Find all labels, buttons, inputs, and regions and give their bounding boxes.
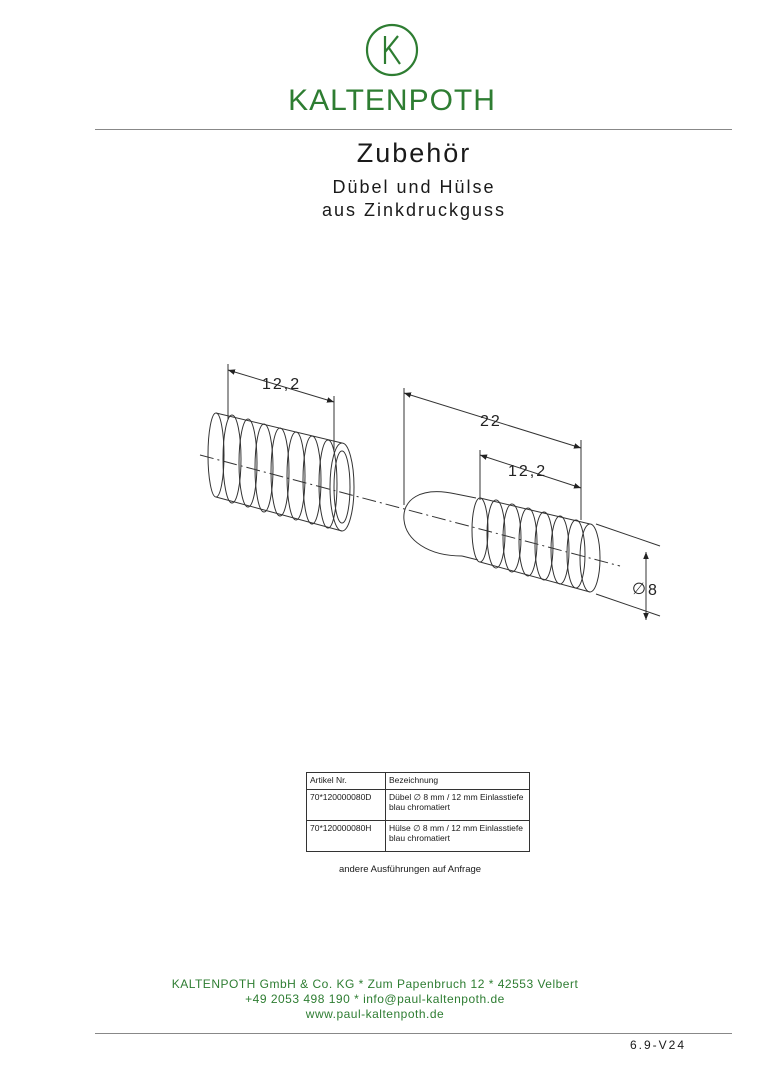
description-finish: blau chromatiert (389, 802, 450, 813)
diameter-icon: ∅ (632, 581, 648, 598)
description-line: Dübel ∅ 8 mm / 12 mm Einlasstiefe (389, 792, 524, 802)
footer-website: www.paul-kaltenpoth.de (305, 1007, 445, 1021)
table-header-row (307, 773, 530, 790)
column-header-article: Artikel Nr. (307, 773, 386, 790)
dim-dowel-total: 22 (480, 413, 502, 430)
description-finish: blau chromatiert (389, 833, 450, 844)
sleeve-drawing (208, 413, 354, 531)
footer-divider (95, 1033, 732, 1034)
footer-address: KALTENPOTH GmbH & Co. KG * Zum Papenbruch 12 * 42553 Velbert (171, 977, 579, 991)
article-table (306, 772, 530, 852)
table-row (307, 790, 530, 821)
brand-name: KALTENPOTH (288, 84, 496, 117)
dim-diameter: 8 (648, 582, 659, 599)
document-version: 6.9-V24 (630, 1038, 687, 1052)
dowel-drawing (404, 492, 600, 592)
article-description (386, 790, 530, 821)
dim-sleeve-length: 12,2 (262, 376, 302, 393)
article-number: 70*120000080H (307, 821, 386, 852)
page-subtitle-line2: aus Zinkdruckguss (321, 200, 507, 220)
table-row (307, 821, 530, 852)
article-number: 70*120000080D (307, 790, 386, 821)
column-header-description: Bezeichnung (386, 773, 530, 790)
page-title: Zubehör (356, 138, 472, 168)
dim-dowel-thread: 12,2 (508, 463, 548, 480)
page-subtitle-line1: Dübel und Hülse (332, 177, 496, 197)
article-description (386, 821, 530, 852)
description-line: Hülse ∅ 8 mm / 12 mm Einlasstiefe (389, 823, 523, 833)
availability-note: andere Ausführungen auf Anfrage (338, 864, 482, 875)
footer-contact: +49 2053 498 190 * info@paul-kaltenpoth.de (245, 992, 505, 1006)
